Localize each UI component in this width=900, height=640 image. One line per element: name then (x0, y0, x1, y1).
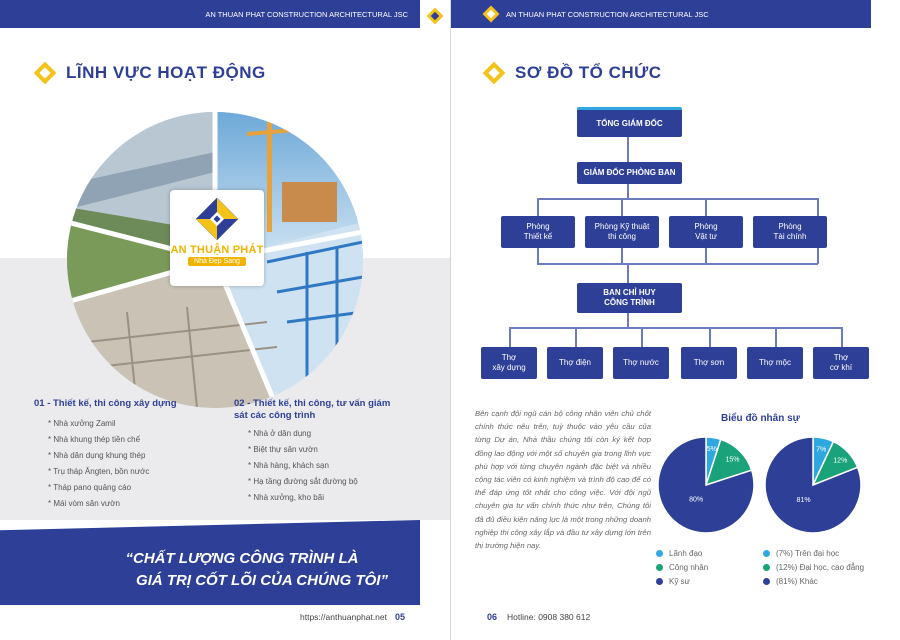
quote-line-2: GIÁ TRỊ CỐT LÕI CỦA CHÚNG TÔI” (136, 572, 388, 589)
logo-name: AN THUẬN PHÁT (170, 244, 264, 256)
legend-item: (7%) Trên đại học (763, 546, 864, 560)
list-item: * Nhà xưởng Zamil (48, 418, 116, 428)
connector (841, 327, 843, 347)
pie-label: 81% (796, 496, 811, 504)
service-title: 02 - Thiết kế, thi công, tư vấn giám sát các công trình (234, 398, 391, 421)
footer-right (487, 612, 590, 622)
staff-description: Bên cạnh đội ngũ cán bộ công nhân viên chủ chốt chính thức nêu trên, tuỳ thuộc vào yêu cầu của từng Dự án, Nhà thầu chúng tôi còn ký kết hợp đồng lao động với một số chuyên gia trong lĩnh vực phù hợp với từng chuyên ngành đặc biệt và nhiều cộng tác viên có kinh nghiệm và trình độ cao để có thể đáp ứng tốt nhất cho công việc. Với đội ngũ chuyên gia tư vấn chính thức như trên, Chúng tôi đã đủ điều kiện năng lực là một trong những doanh nghiệp thi công xây lắp và đầu tư xây dựng lớn trên thị trường hiện nay. (475, 409, 651, 551)
service-list (234, 426, 404, 506)
connector (627, 263, 629, 283)
company-logo-icon (481, 4, 501, 24)
org-worker-electric: Thợ điện (547, 347, 603, 379)
header-bar (0, 0, 420, 28)
legend-item: Công nhân (656, 560, 708, 574)
org-ceo: TỔNG GIÁM ĐỐC (577, 107, 682, 137)
org-worker-carpentry: Thợ mộc (747, 347, 803, 379)
company-header: AN THUAN PHAT CONSTRUCTION ARCHITECTURAL JSC (205, 9, 408, 19)
connector (509, 327, 511, 347)
connector (775, 327, 777, 347)
list-item: * Hạ tầng đường sắt đường bộ (248, 476, 358, 486)
hotline[interactable]: Hotline: 0908 380 612 (507, 612, 591, 622)
list-item: * Mái vòm sân vườn (48, 498, 120, 508)
org-worker-plumbing: Thợ nước (613, 347, 669, 379)
org-dept-design: Phòng Thiết kế (501, 216, 575, 248)
connector (641, 327, 643, 347)
org-dept-director: GIÁM ĐỐC PHÒNG BAN (577, 162, 682, 184)
connector (621, 198, 623, 216)
quote-line-1: “CHẤT LƯỢNG CÔNG TRÌNH LÀ (125, 550, 359, 567)
org-worker-mechanical: Thợ cơ khí (813, 347, 869, 379)
legend-item: Lãnh đạo (656, 546, 708, 560)
personnel-pie-charts (651, 425, 891, 550)
legend-2 (763, 546, 864, 588)
list-item: * Tháp pano quảng cáo (48, 482, 132, 492)
section-title-activities: LĨNH VỰC HOẠT ĐỘNG (34, 62, 266, 84)
connector (537, 263, 818, 265)
connector (537, 248, 539, 264)
company-header: AN THUAN PHAT CONSTRUCTION ARCHITECTURAL JSC (506, 9, 709, 19)
connector (705, 198, 707, 216)
pie-label: 15% (725, 456, 740, 464)
header-bar (451, 0, 871, 28)
service-title: 01 - Thiết kế, thi công xây dựng (34, 398, 177, 409)
service-list (34, 416, 204, 512)
legend-swatch (763, 550, 770, 557)
list-item: * Trụ tháp Ăngten, bồn nước (48, 466, 150, 476)
service-block-1 (34, 398, 204, 512)
chart-title: Biểu đồ nhân sự (721, 413, 800, 424)
connector (575, 327, 577, 347)
connector (627, 313, 629, 327)
page-number: 06 (487, 612, 498, 622)
diamond-icon (34, 62, 56, 84)
connector (817, 198, 819, 216)
right-page (450, 0, 900, 640)
list-item: * Nhà hàng, khách sạn (248, 460, 329, 470)
footer-left (300, 612, 405, 622)
connector (537, 198, 539, 216)
legend-swatch (656, 578, 663, 585)
pie-label: 12% (833, 457, 848, 465)
legend-swatch (763, 564, 770, 571)
connector (817, 248, 819, 264)
page-number: 05 (394, 612, 405, 622)
diamond-icon (483, 62, 505, 84)
company-logo-card (170, 190, 264, 286)
org-site-command: BAN CHỈ HUY CÔNG TRÌNH (577, 283, 682, 313)
connector (709, 327, 711, 347)
service-block-2 (234, 398, 404, 506)
org-dept-technical: Phòng Kỹ thuật thi công (585, 216, 659, 248)
legend-swatch (656, 564, 663, 571)
section-title-org-chart: SƠ ĐỒ TỔ CHỨC (483, 62, 662, 84)
connector (627, 182, 629, 198)
legend-swatch (656, 550, 663, 557)
logo-emblem-icon (194, 196, 240, 242)
org-worker-construction: Thợ xây dựng (481, 347, 537, 379)
connector (627, 137, 629, 163)
pie-label: 80% (689, 496, 704, 504)
logo-tagline: Nhà Đẹp Sang (188, 257, 246, 266)
connector (537, 198, 818, 200)
pie-label: 5% (706, 446, 717, 454)
org-worker-painting: Thợ sơn (681, 347, 737, 379)
legend-item: (81%) Khác (763, 574, 864, 588)
list-item: * Nhà xưởng, kho bãi (248, 492, 324, 502)
list-item: * Nhà dân dụng khung thép (48, 450, 146, 460)
list-item: * Nhà ở dân dụng (248, 428, 312, 438)
company-quote (92, 548, 392, 592)
pie-label: 7% (816, 446, 827, 454)
connector (705, 248, 707, 264)
legend-item: (12%) Đại học, cao đẳng (763, 560, 864, 574)
connector (621, 248, 623, 264)
list-item: * Biệt thự sân vườn (248, 444, 318, 454)
legend-swatch (763, 578, 770, 585)
website-link[interactable]: https://anthuanphat.net (300, 612, 387, 622)
legend-1 (656, 546, 708, 588)
company-logo-icon (425, 6, 445, 26)
org-dept-finance: Phòng Tài chính (753, 216, 827, 248)
legend-item: Kỹ sư (656, 574, 708, 588)
connector (509, 327, 841, 329)
org-dept-materials: Phòng Vật tư (669, 216, 743, 248)
list-item: * Nhà khung thép tiền chế (48, 434, 141, 444)
